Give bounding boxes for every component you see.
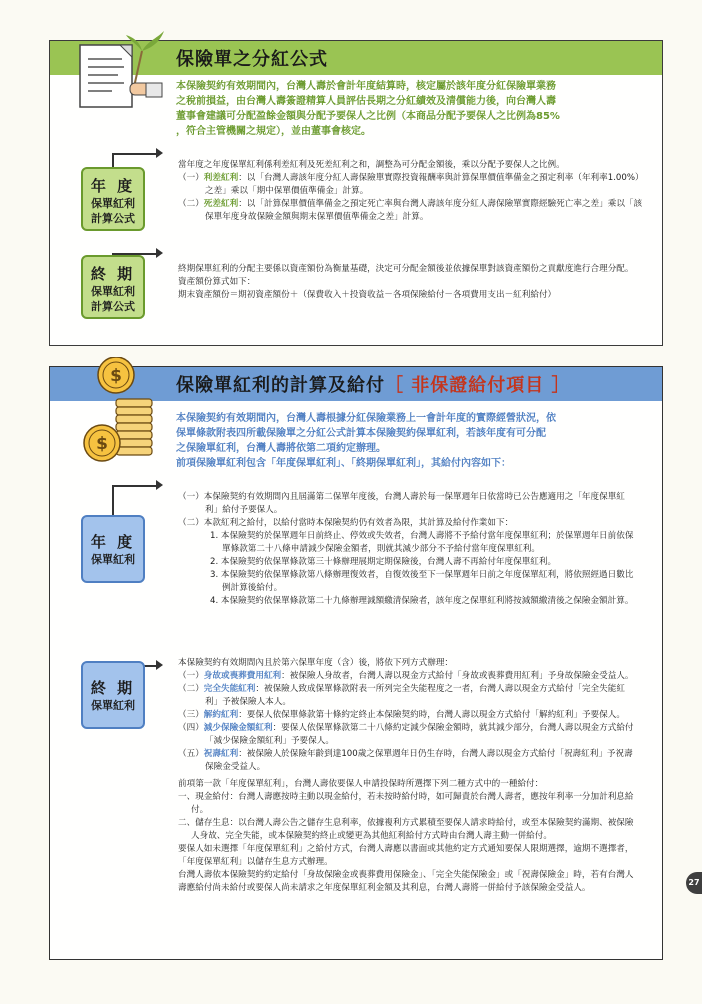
arrow-icon: [156, 248, 163, 258]
non-guaranteed-tag: ［ 非保證給付項目 ］: [385, 375, 571, 396]
svg-text:$: $: [96, 434, 108, 454]
term-mortality-dividend: 死差紅利: [203, 199, 239, 209]
section-title: 保險單之分紅公式: [176, 49, 328, 70]
arrow-icon: [156, 660, 163, 670]
dividend-payment-section: [49, 366, 663, 960]
dividend-formula-section: [49, 40, 663, 346]
annual-dividend-label: 年 度 保單紅利: [81, 515, 145, 583]
term-disability-dividend: 完全失能紅利: [203, 684, 256, 694]
final-dividend-label: 終 期 保單紅利: [81, 661, 145, 729]
arrow-icon: [156, 148, 163, 158]
term-death-dividend: 身故或喪葬費用紅利: [203, 671, 282, 681]
term-interest-dividend: 利差紅利: [203, 173, 239, 183]
final-formula-label: 終 期 保單紅利 計算公式: [81, 255, 145, 319]
annual-formula-label: 年 度 保單紅利 計算公式: [81, 167, 145, 231]
coin-stack-icon: [76, 357, 166, 467]
page-number: 27: [686, 872, 702, 894]
document-pen-icon: [72, 27, 172, 113]
annual-formula-text: 當年度之年度保單紅利係利差紅利及死差紅利之和，調整為可分配金額後，乘以分配予要保人之比例。 （一）利差紅利：以「台灣人壽該年度分紅人壽保險單實際投資報酬率與計算保單價值準備金之預定利率（年利率1.00%）之差」乘以「期中保單價值準備金」計算。 （二）死差紅利：以「計算保單價值準備金之預定死亡率與台灣人壽該年度分紅人壽保險單實際經驗死亡率之差」乘以「該保單年度身故保險金額與期末保單價值準備金之差」計算。: [178, 160, 644, 222]
term-reduction-dividend: 減少保險金額紅利: [203, 723, 273, 733]
connector-line: [112, 485, 160, 517]
intro-paragraph: 本保險契約有效期間內，台灣人壽根據分紅保險業務上一會計年度的實際經營狀況，依 保單條款附表四所載保險單之分紅公式計算本保險契約保單紅利，若該年度有可分配 之保險單紅利，台灣人壽將依第二項約定辦理。 前項保險單紅利包含「年度保單紅利」、「終期保單紅利」，其給付內容如下：: [176, 413, 556, 469]
final-dividend-text: 本保險契約有效期間內且於第六保單年度（含）後，將依下列方式辦理： （一）身故或喪葬費用紅利：被保險人身故者，台灣人壽以現金方式給付「身故或喪葬費用紅利」予身故保險金受益人。 （二）完全失能紅利：被保險人致成保單條款附表一所列完全失能程度之一者，台灣人壽以現金方式給付「完全失能紅利」予被保險人本人。 （三）解約紅利：要保人依保單條款第十條約定終止本保險契約時，台灣人壽以現金方式給付「解約紅利」予要保人。 （四）減少保險金額紅利：要保人依保單條款第二十八條約定減少保險金額時，就其減少部分，台灣人壽以現金方式給付「減少保險金額紅利」予要保人。 （五）祝壽紅利：被保險人於保險年齡到達100歲之保單週年日仍生存時，台灣人壽以現金方式給付「祝壽紅利」予祝壽保險金受益人。 前項第一款「年度保單紅利」，台灣人壽依要保人申請投保時所選擇下列二種方式中的一種給付： 一、現金給付：台灣人壽應按時主動以現金給付，若未按時給付時，如可歸責於台灣人壽者，應按年利率一分加計利息給付。 二、儲存生息：以台灣人壽公告之儲存生息利率，依據複利方式累積至要保人請求時給付，或至本保險契約滿期、被保險人身故、完全失能，或本保險契約終止或變更為其他紅利給付方式時由台灣人壽主動一併給付。 要保人如未選擇「年度保單紅利」之給付方式，台灣人壽應以書面或其他約定方式通知要保人限期選擇，逾期不選擇者，「年度保單紅利」以儲存生息方式辦理。 台灣人壽依本保險契約約定給付「身故保險金或喪葬費用保險金」、「完全失能保險金」或「祝壽保險金」時，若有台灣人壽應給付尚未給付或要保人尚未請求之年度保單紅利金額及其利息，台灣人壽將一併給付予該保險金受益人。: [178, 658, 634, 893]
term-longevity-dividend: 祝壽紅利: [203, 749, 239, 759]
section-title: 保險單紅利的計算及給付［ 非保證給付項目 ］: [176, 375, 571, 396]
arrow-icon: [156, 480, 163, 490]
term-surrender-dividend: 解約紅利: [203, 710, 239, 720]
svg-text:$: $: [110, 366, 122, 386]
annual-dividend-text: （一）本保險契約有效期間內且屆滿第二保單年度後，台灣人壽於每一保單週年日依當時已公告應適用之「年度保單紅利」給付予要保人。 （二）本款紅利之給付，以給付當時本保險契約仍有效者為限，其計算及給付作業如下： 1. 本保險契約於保單週年日前終止、停效或失效者，台灣人壽將不予給付當年度保單紅利；於保單週年日前依保單條款第二十八條申請減少保險金額者，則就其減少部分不予給付當年度保單紅利。 2. 本保險契約依保單條款第三十條辦理展期定期保險後，台灣人壽不再給付年度保單紅利。 3. 本保險契約依保單條款第八條辦理復效者，自復效後至下一保單週年日前之年度保單紅利，將依照經過日數比例計算後給付。 4. 本保險契約依保單條款第二十九條辦理減額繳清保險者，該年度之保單紅利將按減額繳清後之保險金額計算。: [178, 492, 634, 606]
final-formula-text: 終期保單紅利的分配主要係以資產額份為衡量基礎，決定可分配金額後並依據保單對該資產額份之貢獻度進行合理分配。 資產額份算式如下： 期末資產額份＝期初資產額份＋（保費收入＋投資收益－各項保險給付－各項費用支出－紅利給付）: [178, 264, 634, 300]
intro-paragraph: 本保險契約有效期間內，台灣人壽於會計年度結算時，核定屬於該年度分紅保險單業務 之稅前損益，由台灣人壽簽證精算人員評估長期之分紅績效及清償能力後，向台灣人壽 董事會建議可分配盈餘金額與分配予要保人之比例（本商品分配予要保人之比例為85% ，符合主管機關之規定），並由董事會核定。: [176, 81, 560, 137]
